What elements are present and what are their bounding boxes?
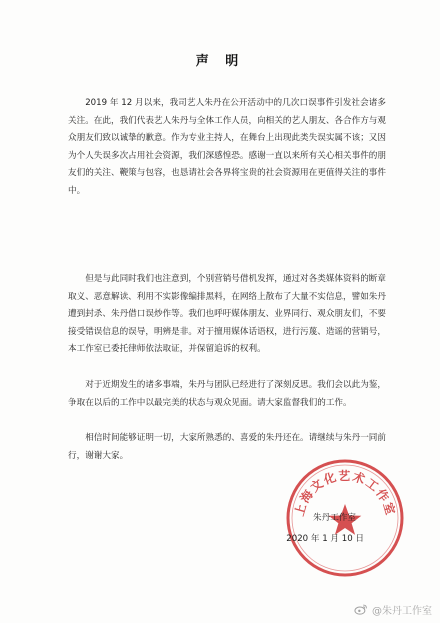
paragraph-rumor-response: 但是与此同时我们也注意到，个别营销号借机发挥，通过对各类媒体资料的断章取义、恶意解读、利用不实影像编排黑料，在网络上散布了大量不实信息，譬如朱丹遭到封杀、朱丹借口误炒作等。我们也呼吁媒体朋友、业界同行、观众朋友们，不要接受错误信息的误导，明辨是非。对于擅用媒体话语权，进行污蔑、造谣的营销号，本工作室已委托律师依法取证，并保留追诉的权利。 [68,274,386,355]
weibo-icon [354,604,368,615]
weibo-watermark [354,602,432,617]
document-title: 声 明 [195,54,245,69]
svg-text:上海文化艺术工作室: 上海文化艺术工作室 [292,469,398,518]
paragraph-apology: 2019 年 12 月以来，我司艺人朱丹在公开活动中的几次口误事件引发社会诸多关注。在此，我们代表艺人朱丹与全体工作人员，向相关的艺人朋友、各合作方与观众朋友们致以诚挚的歉意。作为专业主持人，在舞台上出现此类失误实属不该；又因为个人失误多次占用社会资源，我们深感惶恐。感谢一直以来所有关心相关事件的朋友们的关注、鞭策与包容，也恳请社会各界将宝贵的社会资源用在更值得关注的事件中。 [68,98,386,196]
document-date: 2020 年 1 月 10 日 [286,534,364,544]
watermark-text: @朱丹工作室 [372,606,432,617]
paragraph-closing: 相信时间能够证明一切，大家所熟悉的、喜爱的朱丹还在。请继续与朱丹一同前行，谢谢大家。 [68,433,386,461]
paragraph-reflection: 对于近期发生的诸多事端，朱丹与团队已经进行了深刻反思。我们会以此为鉴，争取在以后的工作中以最完美的状态与观众见面。请大家监督我们的工作。 [68,380,386,408]
signature-studio-name: 朱丹工作室 [313,513,356,523]
